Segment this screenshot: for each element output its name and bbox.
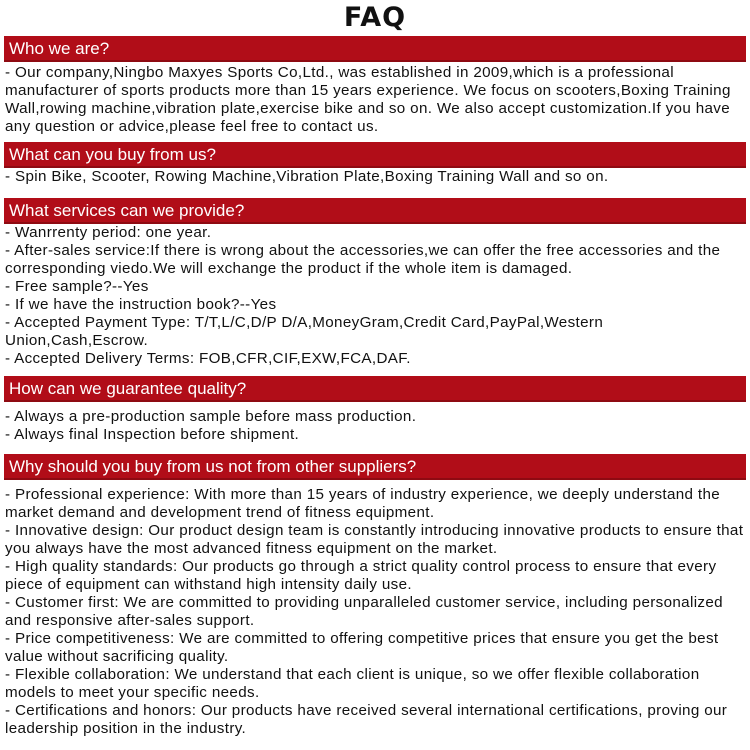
list-item: - Always a pre-production sample before mass production.	[5, 408, 417, 425]
section-header-who-we-are: Who we are?	[4, 36, 746, 62]
list-item: - Always final Inspection before shipment.	[5, 426, 300, 443]
list-item: - High quality standards: Our products go through a strict quality control process to ensure that every piece of equipment can withstand high intensity daily use.	[5, 558, 717, 593]
page-title: FAQ	[343, 2, 407, 33]
list-item: - Wanrrenty period: one year.	[5, 224, 212, 241]
list-item: - Innovative design: Our product design team is constantly introducing innovative products to ensure that you always have the most advanced fitness equipment on the market.	[5, 522, 744, 557]
section-body-quality	[5, 408, 745, 444]
section-header-quality: How can we guarantee quality?	[4, 376, 746, 402]
list-item: - Customer first: We are committed to providing unparalleled customer service, including personalized and responsive after-sales support.	[5, 594, 723, 629]
section-body-why-buy	[5, 486, 745, 738]
section-body-who-we-are	[5, 64, 745, 136]
list-item: - Price competitiveness: We are committed to offering competitive prices that ensure you get the best value without sacrificing quality.	[5, 630, 719, 665]
section-header-what-can-you-buy: What can you buy from us?	[4, 142, 746, 168]
list-item: - Accepted Payment Type: T/T,L/C,D/P D/A,MoneyGram,Credit Card,PayPal,Western Union,Cash,Escrow.	[5, 314, 604, 349]
list-item: - Free sample?--Yes	[5, 278, 149, 295]
list-item: - After-sales service:If there is wrong about the accessories,we can offer the free accessories and the corresponding viedo.We will exchange the product if the whole item is damaged.	[5, 242, 721, 277]
list-item: - Our company,Ningbo Maxyes Sports Co,Ltd., was established in 2009,which is a professional manufacturer of sports products more than 15 years experience. We focus on scooters,Boxing Training Wall,rowing machine,vibration plate,exercise bike and so on. We also accept customization.If you have any question or advice,please feel free to contact us.	[5, 64, 731, 135]
section-body-what-can-you-buy	[5, 168, 745, 186]
list-item: - Spin Bike, Scooter, Rowing Machine,Vibration Plate,Boxing Training Wall and so on.	[5, 168, 609, 185]
section-body-services	[5, 224, 745, 368]
list-item: - Certifications and honors: Our products have received several international certifications, proving our leadership position in the industry.	[5, 702, 728, 737]
section-header-why-buy: Why should you buy from us not from other suppliers?	[4, 454, 746, 480]
list-item: - If we have the instruction book?--Yes	[5, 296, 277, 313]
list-item: - Professional experience: With more than 15 years of industry experience, we deeply understand the market demand and development trend of fitness equipment.	[5, 486, 721, 521]
section-header-services: What services can we provide?	[4, 198, 746, 224]
list-item: - Flexible collaboration: We understand that each client is unique, so we offer flexible collaboration models to meet your specific needs.	[5, 666, 700, 701]
list-item: - Accepted Delivery Terms: FOB,CFR,CIF,EXW,FCA,DAF.	[5, 350, 411, 367]
